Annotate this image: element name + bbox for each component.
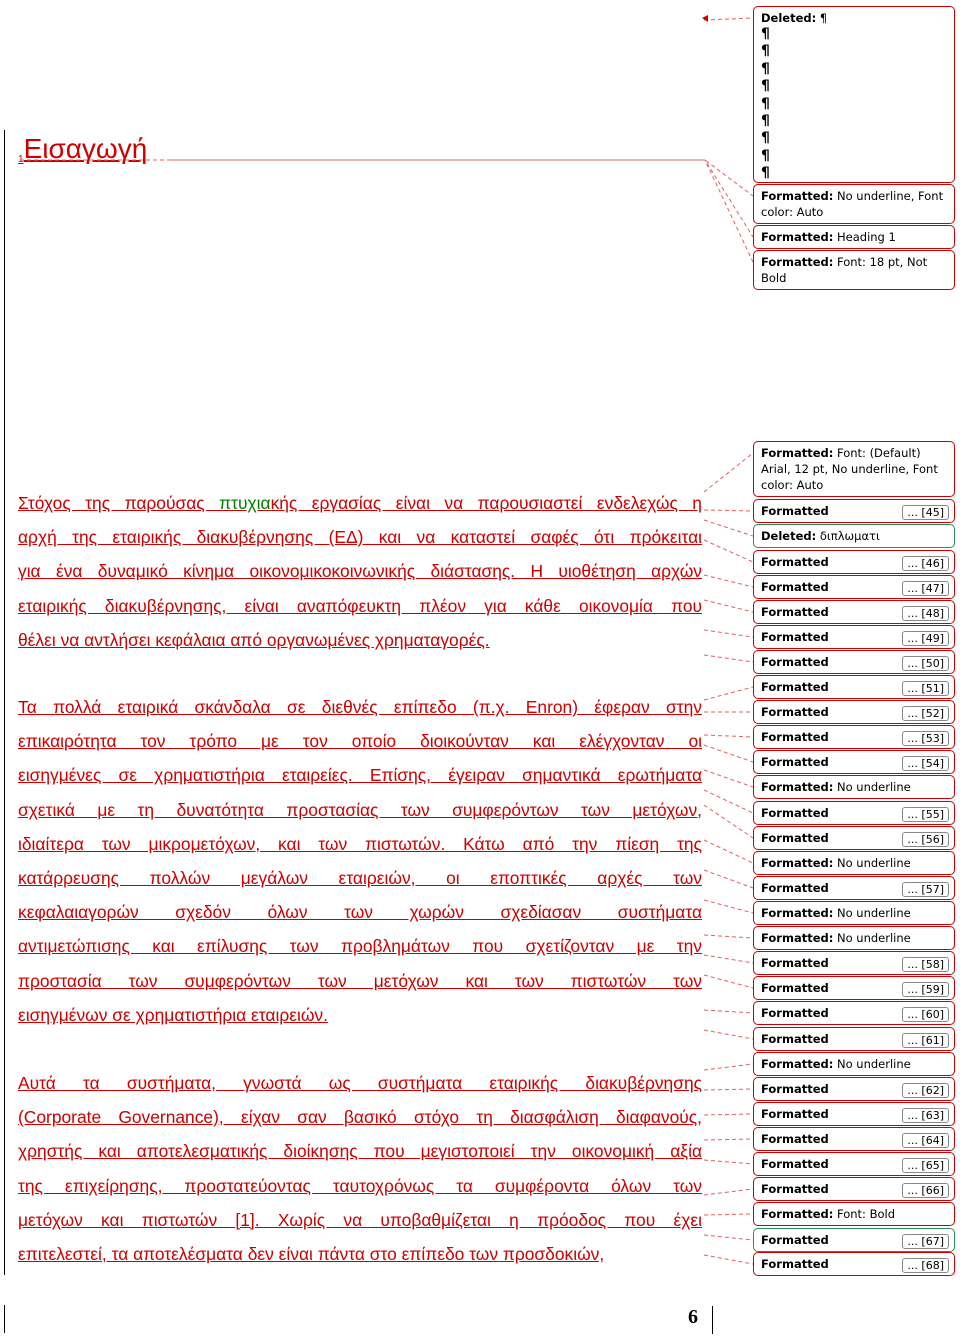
pilcrow-mark: ¶ (761, 147, 770, 164)
anchor-marker (702, 15, 708, 22)
revision-balloon[interactable] (753, 550, 955, 574)
leader-line (704, 955, 753, 963)
balloon-text: No underline (833, 906, 911, 920)
leader-line (704, 870, 753, 888)
balloon-overflow-ref[interactable]: ... [67] (902, 1234, 949, 1249)
text-run: (Corporate Governance), είχαν σαν βασικό στόχο τη διασφάλιση διαφανούς, (18, 1107, 702, 1128)
balloon-label: Formatted (761, 1233, 829, 1247)
revision-balloon[interactable] (753, 851, 955, 875)
text-run: κεφαλαιαγορών σχεδόν όλων των χωρών σχεδίασαν συστήματα (18, 902, 702, 923)
revision-balloon[interactable] (753, 750, 955, 774)
balloon-label: Formatted: (761, 255, 834, 269)
balloon-overflow-ref[interactable]: ... [49] (902, 631, 949, 646)
balloon-text: No underline (833, 931, 911, 945)
revision-balloon[interactable] (753, 1252, 955, 1276)
heading-number: 1 (18, 154, 24, 165)
balloon-label: Formatted: (761, 230, 834, 244)
balloon-label: Formatted (761, 1257, 829, 1271)
leader-line (704, 1089, 753, 1090)
leader-line (704, 900, 753, 913)
balloon-label: Formatted (761, 1182, 829, 1196)
leader-line (704, 1064, 753, 1070)
leader-line (704, 520, 753, 536)
page-number-rule (712, 1306, 713, 1334)
revision-balloon[interactable] (753, 1177, 955, 1201)
pilcrow-mark: ¶ (761, 130, 770, 147)
leader-line (704, 1114, 753, 1115)
balloon-label: Formatted (761, 705, 829, 719)
leader-line (704, 540, 753, 562)
balloon-overflow-ref[interactable]: ... [57] (902, 882, 949, 897)
balloon-overflow-ref[interactable]: ... [51] (902, 681, 949, 696)
text-run: μετόχων και πιστωτών [1]. Χωρίς να υποβαθμίζεται η πρόοδος που έχει (18, 1209, 702, 1230)
balloon-overflow-ref[interactable]: ... [68] (902, 1258, 949, 1273)
text-run: της επιχείρησης, προστατεύοντας ταυτοχρόνως τα συμφέροντα όλων των (18, 1175, 702, 1196)
pilcrow-mark: ¶ (761, 78, 770, 95)
leader-line (704, 1160, 753, 1164)
revision-balloon[interactable] (753, 1228, 955, 1252)
balloon-label: Formatted (761, 806, 829, 820)
text-run: αρχή της εταιρικής διακυβέρνησης (ΕΔ) και να καταστεί σαφές ότι πρόκειται (18, 527, 702, 548)
revision-balloon[interactable] (753, 575, 955, 599)
text-run: επιτελεστεί, τα αποτελέσματα δεν είναι πάντα στο επίπεδο των προσδοκιών, (18, 1243, 605, 1264)
revision-balloon[interactable] (753, 951, 955, 975)
text-run: Αυτά τα συστήματα, γνωστά ως συστήματα εταιρικής διακυβέρνησης (18, 1073, 702, 1093)
revision-balloon[interactable] (753, 1202, 955, 1226)
text-run: κής εργασίας είναι να παρουσιαστεί ενδελεχώς η (270, 493, 702, 513)
pilcrow-mark: ¶ (761, 43, 770, 60)
balloon-label: Formatted (761, 655, 829, 669)
pilcrow-mark: ¶ (761, 95, 770, 112)
balloon-label: Formatted (761, 1132, 829, 1146)
balloon-label: Formatted (761, 630, 829, 644)
revision-balloon[interactable] (753, 901, 955, 925)
leader-line (704, 770, 753, 787)
text-run: κατάρρευσης πολλών μεγάλων εταιρειών, οι εποπτικές αρχές των (18, 867, 702, 888)
balloon-text: Heading 1 (833, 230, 896, 244)
leader-line (704, 735, 753, 737)
balloon-overflow-ref[interactable]: ... [64] (902, 1133, 949, 1148)
revision-balloon[interactable] (753, 1127, 955, 1151)
balloon-overflow-ref[interactable]: ... [50] (902, 656, 949, 671)
balloon-overflow-ref[interactable]: ... [47] (902, 581, 949, 596)
leader-line (704, 453, 753, 492)
balloon-label: Formatted (761, 605, 829, 619)
text-run: για ένα δυναμικό κίνημα οικονομικοκοινωνικής διάστασης. Η υιοθέτηση αρχών (18, 561, 702, 582)
revision-balloon[interactable] (753, 700, 955, 724)
leader-line (704, 805, 753, 838)
revision-balloon[interactable] (753, 775, 955, 799)
revision-balloon[interactable] (753, 225, 955, 249)
balloon-label: Formatted: (761, 189, 834, 203)
balloon-label: Formatted (761, 831, 829, 845)
revision-balloon[interactable] (753, 441, 955, 497)
balloon-text: ¶ (816, 11, 828, 25)
balloon-text: Font: (Default) Arial, 12 pt, No underline, Font color: Auto (761, 446, 938, 492)
text-run: σχετικά με τη δυνατότητα προστασίας των συμφερόντων των μετόχων, (18, 799, 702, 820)
balloon-text: No underline (833, 856, 911, 870)
balloon-overflow-ref[interactable]: ... [60] (902, 1007, 949, 1022)
revision-balloon[interactable] (753, 6, 955, 183)
leader-line (704, 840, 753, 863)
revision-balloon[interactable] (753, 650, 955, 674)
leader-line (704, 687, 753, 700)
revision-balloon[interactable] (753, 524, 955, 548)
leader-line (170, 160, 753, 237)
text-run: εταιρικής διακυβέρνησης, είναι αναπόφευκτη πλέον για κάθε οικονομία που (18, 595, 702, 616)
balloon-overflow-ref[interactable]: ... [56] (902, 832, 949, 847)
balloon-text: No underline (833, 780, 911, 794)
page-number: 6 (688, 1306, 698, 1328)
balloon-overflow-ref[interactable]: ... [52] (902, 706, 949, 721)
balloon-label: Formatted: (761, 856, 834, 870)
revision-balloon[interactable] (753, 675, 955, 699)
leader-line (704, 1139, 753, 1140)
text-run: επικαιρότητα τον τρόπο με τον οποίο διοικούνταν και ελέγχονταν οι (18, 731, 702, 752)
balloon-label: Formatted (761, 1006, 829, 1020)
balloon-label: Formatted: (761, 780, 834, 794)
balloon-label: Formatted: (761, 906, 834, 920)
balloon-text: Font: 18 pt, Not Bold (761, 255, 928, 285)
balloon-label: Formatted (761, 956, 829, 970)
text-run: χρηστής και αποτελεσματικής διοίκησης που μεγιστοποιεί την οικονομική αξία (18, 1141, 702, 1162)
text-run: εισηγμένες σε χρηματιστήρια εταιρείες. Επίσης, έγειραν σημαντικά ερωτήματα (18, 765, 702, 786)
leader-line (704, 575, 753, 587)
balloon-label: Formatted (761, 755, 829, 769)
revision-balloon[interactable] (753, 1052, 955, 1076)
balloon-overflow-ref[interactable]: ... [65] (902, 1158, 949, 1173)
pilcrow-mark: ¶ (761, 26, 770, 42)
heading-title: Εισαγωγή (23, 133, 148, 164)
leader-line (704, 655, 753, 662)
inserted-text: πτυχια (219, 493, 271, 513)
balloon-overflow-ref[interactable]: ... [66] (902, 1183, 949, 1198)
leader-line (704, 745, 753, 762)
balloon-label: Formatted: (761, 931, 834, 945)
revision-balloon[interactable] (753, 801, 955, 825)
balloon-label: Formatted: (761, 1057, 834, 1071)
revision-balloon[interactable] (753, 184, 955, 224)
balloon-label: Formatted (761, 1032, 829, 1046)
balloon-overflow-ref[interactable]: ... [55] (902, 807, 949, 822)
leader-line (704, 630, 753, 637)
revision-balloon[interactable] (753, 499, 955, 523)
balloon-label: Formatted (761, 1082, 829, 1096)
balloon-overflow-ref[interactable]: ... [46] (902, 556, 949, 571)
balloon-label: Deleted: (761, 11, 817, 25)
revision-balloon[interactable] (753, 250, 955, 290)
leader-line (170, 160, 753, 262)
balloon-overflow-ref[interactable]: ... [48] (902, 606, 949, 621)
revision-balloon[interactable] (753, 1102, 955, 1126)
leader-line (704, 1214, 753, 1215)
leader-line (704, 510, 753, 511)
balloon-text: διπλωματι (816, 529, 880, 543)
balloon-label: Formatted: (761, 446, 834, 460)
leader-line (704, 600, 753, 612)
text-run: ιδιαίτερα των μικρομετόχων, και των πιστωτών. Κάτω από την πίεση της (18, 833, 702, 854)
balloon-overflow-ref[interactable]: ... [53] (902, 731, 949, 746)
balloon-overflow-ref[interactable]: ... [45] (902, 505, 949, 520)
revision-balloon[interactable] (753, 1027, 955, 1051)
pilcrow-mark: ¶ (761, 60, 770, 77)
leader-line (704, 1030, 753, 1039)
revision-balloon[interactable] (753, 1152, 955, 1176)
balloon-text: No underline, Font color: Auto (761, 189, 944, 219)
balloon-overflow-ref[interactable]: ... [54] (902, 756, 949, 771)
balloon-overflow-ref[interactable]: ... [61] (902, 1033, 949, 1048)
balloon-label: Formatted (761, 580, 829, 594)
balloon-label: Formatted (761, 680, 829, 694)
text-run: θέλει να αντλήσει κεφάλαια από οργανωμένες χρηματαγορές. (18, 629, 490, 650)
revision-balloon[interactable] (753, 826, 955, 850)
text-run: αντιμετώπισης και επίλυσης των προβλημάτων που σχετίζονταν με την (18, 936, 702, 957)
text-run: εισηγμένων σε χρηματιστήρια εταιρειών. (18, 1004, 328, 1025)
balloon-label: Formatted (761, 881, 829, 895)
revision-balloon[interactable] (753, 725, 955, 749)
revision-balloon[interactable] (753, 600, 955, 624)
text-run: Τα πολλά εταιρικά σκάνδαλα σε διεθνές επίπεδο (π.χ. Enron) έφεραν στην (18, 697, 702, 717)
leader-line (704, 1189, 753, 1195)
balloon-label: Formatted (761, 1157, 829, 1171)
balloon-label: Formatted: (761, 1207, 834, 1221)
revision-balloon[interactable] (753, 625, 955, 649)
revision-balloon[interactable] (753, 1077, 955, 1101)
leader-line (704, 975, 753, 988)
balloon-label: Deleted: (761, 529, 817, 543)
pilcrow-mark: ¶ (761, 165, 770, 182)
text-run: προστασία των συμφερόντων των μετόχων και των πιστωτών των (18, 970, 702, 991)
leader-line (704, 1255, 753, 1264)
balloon-label: Formatted (761, 555, 829, 569)
balloon-label: Formatted (761, 730, 829, 744)
revision-balloon[interactable] (753, 1001, 955, 1025)
balloon-text: No underline (833, 1057, 911, 1071)
leader-line (20, 160, 753, 196)
leader-line (704, 935, 753, 938)
leader-line (704, 18, 753, 20)
balloon-overflow-ref[interactable]: ... [59] (902, 982, 949, 997)
leader-line (704, 1235, 753, 1240)
balloon-overflow-ref[interactable]: ... [58] (902, 957, 949, 972)
balloon-overflow-ref[interactable]: ... [63] (902, 1108, 949, 1123)
revision-balloon[interactable] (753, 976, 955, 1000)
leader-line (704, 1010, 753, 1013)
revision-balloon[interactable] (753, 876, 955, 900)
text-run: Στόχος της παρούσας (18, 493, 220, 513)
balloon-label: Formatted (761, 981, 829, 995)
balloon-label: Formatted (761, 504, 829, 518)
balloon-label: Formatted (761, 1107, 829, 1121)
revision-balloon[interactable] (753, 926, 955, 950)
pilcrow-mark: ¶ (761, 113, 770, 130)
balloon-overflow-ref[interactable]: ... [62] (902, 1083, 949, 1098)
balloon-text: Font: Bold (833, 1207, 895, 1221)
